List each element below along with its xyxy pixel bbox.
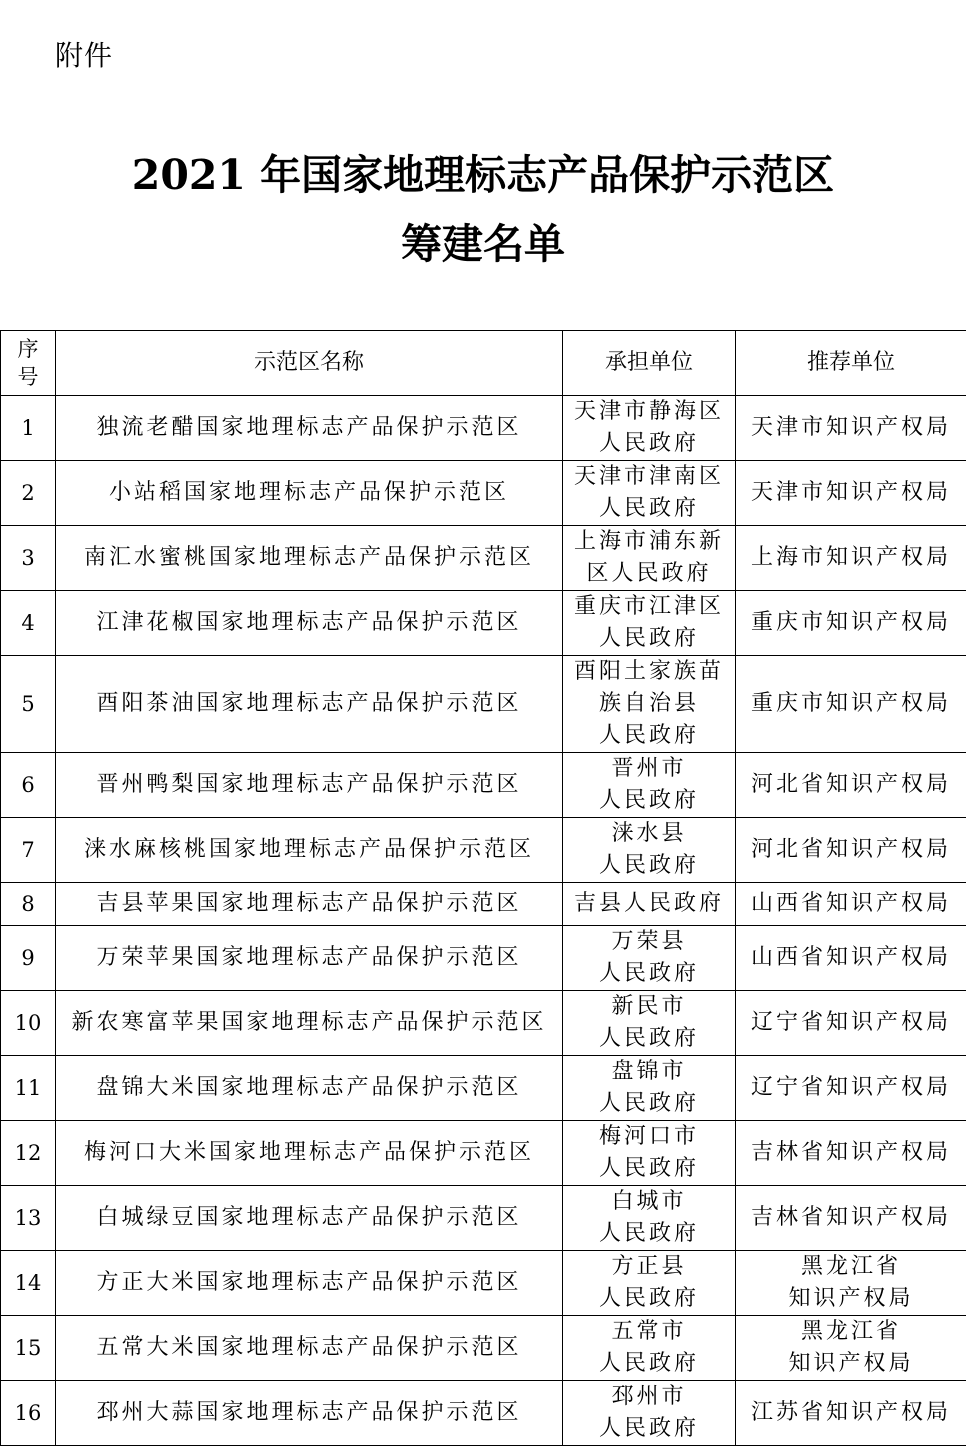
row-undertaking-unit xyxy=(563,883,736,926)
row-recommender xyxy=(736,1251,966,1316)
row-zone-name: 酉阳茶油国家地理标志产品保护示范区 xyxy=(56,656,563,753)
unit-line: 梅河口市 xyxy=(598,1124,699,1149)
row-recommender xyxy=(736,753,966,818)
row-undertaking-unit xyxy=(563,991,736,1056)
recommender-line: 河北省知识产权局 xyxy=(750,772,951,797)
recommender-line: 黑龙江省 xyxy=(800,1254,901,1279)
row-zone-name: 江津花椒国家地理标志产品保护示范区 xyxy=(56,591,563,656)
unit-line: 人民政府 xyxy=(598,431,699,456)
recommender-line: 上海市知识产权局 xyxy=(750,545,951,570)
unit-line: 白城市 xyxy=(611,1189,687,1214)
header-seq-line2: 号 xyxy=(17,365,39,389)
unit-line: 天津市津南区 xyxy=(573,464,724,489)
row-undertaking-unit xyxy=(563,1186,736,1251)
recommender-line: 辽宁省知识产权局 xyxy=(750,1010,951,1035)
row-zone-name: 独流老醋国家地理标志产品保护示范区 xyxy=(56,396,563,461)
header-seq xyxy=(1,331,56,396)
row-zone-name: 新农寒富苹果国家地理标志产品保护示范区 xyxy=(56,991,563,1056)
row-undertaking-unit xyxy=(563,1381,736,1446)
table-row xyxy=(1,461,966,526)
row-undertaking-unit xyxy=(563,591,736,656)
row-seq: 3 xyxy=(1,526,56,591)
recommender-line: 吉林省知识产权局 xyxy=(750,1205,951,1230)
table-row xyxy=(1,1251,966,1316)
row-undertaking-unit xyxy=(563,926,736,991)
table-body xyxy=(1,396,966,1446)
unit-line: 晋州市 xyxy=(611,756,687,781)
row-undertaking-unit xyxy=(563,396,736,461)
row-zone-name: 吉县苹果国家地理标志产品保护示范区 xyxy=(56,883,563,926)
table-header-row xyxy=(1,331,966,396)
row-recommender xyxy=(736,1121,966,1186)
row-recommender xyxy=(736,1381,966,1446)
recommender-line: 河北省知识产权局 xyxy=(750,837,951,862)
row-seq: 15 xyxy=(1,1316,56,1381)
unit-line: 方正县 xyxy=(611,1254,687,1279)
table-row xyxy=(1,1381,966,1446)
unit-line: 上海市浦东新 xyxy=(573,529,724,554)
unit-line: 天津市静海区 xyxy=(573,399,724,424)
unit-line: 涞水县 xyxy=(611,821,687,846)
row-zone-name: 晋州鸭梨国家地理标志产品保护示范区 xyxy=(56,753,563,818)
unit-line: 人民政府 xyxy=(598,1351,699,1376)
header-unit: 承担单位 xyxy=(563,331,736,396)
row-seq: 6 xyxy=(1,753,56,818)
unit-line: 人民政府 xyxy=(598,853,699,878)
unit-line: 人民政府 xyxy=(598,1416,699,1441)
table-row xyxy=(1,1056,966,1121)
table-row xyxy=(1,526,966,591)
table-row xyxy=(1,1186,966,1251)
row-undertaking-unit xyxy=(563,1056,736,1121)
table-row xyxy=(1,1316,966,1381)
unit-line: 人民政府 xyxy=(598,723,699,748)
row-seq: 10 xyxy=(1,991,56,1056)
table-row xyxy=(1,591,966,656)
row-zone-name: 白城绿豆国家地理标志产品保护示范区 xyxy=(56,1186,563,1251)
row-undertaking-unit xyxy=(563,526,736,591)
row-undertaking-unit xyxy=(563,1316,736,1381)
row-undertaking-unit xyxy=(563,753,736,818)
unit-line: 吉县人民政府 xyxy=(573,891,724,916)
recommender-line: 山西省知识产权局 xyxy=(750,891,951,916)
header-seq-line1: 序 xyxy=(17,337,39,361)
row-undertaking-unit xyxy=(563,1251,736,1316)
recommender-line: 黑龙江省 xyxy=(800,1319,901,1344)
recommender-line: 知识产权局 xyxy=(788,1286,914,1311)
unit-line: 人民政府 xyxy=(598,1221,699,1246)
row-recommender xyxy=(736,818,966,883)
table-row xyxy=(1,991,966,1056)
unit-line: 人民政府 xyxy=(598,1091,699,1116)
row-seq: 1 xyxy=(1,396,56,461)
unit-line: 人民政府 xyxy=(598,626,699,651)
row-recommender xyxy=(736,656,966,753)
row-recommender xyxy=(736,591,966,656)
row-seq: 11 xyxy=(1,1056,56,1121)
row-zone-name: 涞水麻核桃国家地理标志产品保护示范区 xyxy=(56,818,563,883)
row-recommender xyxy=(736,1056,966,1121)
row-seq: 9 xyxy=(1,926,56,991)
row-zone-name: 盘锦大米国家地理标志产品保护示范区 xyxy=(56,1056,563,1121)
row-seq: 13 xyxy=(1,1186,56,1251)
recommender-line: 重庆市知识产权局 xyxy=(750,610,951,635)
unit-line: 五常市 xyxy=(611,1319,687,1344)
row-recommender xyxy=(736,526,966,591)
attachment-label: 附件 xyxy=(55,39,114,72)
row-zone-name: 五常大米国家地理标志产品保护示范区 xyxy=(56,1316,563,1381)
table-row xyxy=(1,656,966,753)
row-recommender xyxy=(736,1186,966,1251)
unit-line: 人民政府 xyxy=(598,1286,699,1311)
unit-line: 族自治县 xyxy=(598,691,699,716)
row-undertaking-unit xyxy=(563,461,736,526)
table-row xyxy=(1,753,966,818)
recommender-line: 重庆市知识产权局 xyxy=(750,691,951,716)
row-zone-name: 邳州大蒜国家地理标志产品保护示范区 xyxy=(56,1381,563,1446)
table-row xyxy=(1,926,966,991)
row-zone-name: 梅河口大米国家地理标志产品保护示范区 xyxy=(56,1121,563,1186)
unit-line: 盘锦市 xyxy=(611,1059,687,1084)
row-seq: 12 xyxy=(1,1121,56,1186)
row-seq: 5 xyxy=(1,656,56,753)
row-zone-name: 南汇水蜜桃国家地理标志产品保护示范区 xyxy=(56,526,563,591)
unit-line: 人民政府 xyxy=(598,496,699,521)
document-title-line1: 2021 年国家地理标志产品保护示范区 xyxy=(131,151,835,199)
unit-line: 邳州市 xyxy=(611,1384,687,1409)
recommender-line: 知识产权局 xyxy=(788,1351,914,1376)
row-zone-name: 小站稻国家地理标志产品保护示范区 xyxy=(56,461,563,526)
row-seq: 2 xyxy=(1,461,56,526)
row-seq: 4 xyxy=(1,591,56,656)
table-row xyxy=(1,396,966,461)
unit-line: 人民政府 xyxy=(598,1026,699,1051)
table-row xyxy=(1,818,966,883)
row-undertaking-unit xyxy=(563,818,736,883)
unit-line: 酉阳土家族苗 xyxy=(573,659,724,684)
row-recommender xyxy=(736,991,966,1056)
row-seq: 14 xyxy=(1,1251,56,1316)
document-title-line2: 筹建名单 xyxy=(401,220,565,268)
row-zone-name: 万荣苹果国家地理标志产品保护示范区 xyxy=(56,926,563,991)
table-row xyxy=(1,1121,966,1186)
row-seq: 16 xyxy=(1,1381,56,1446)
header-recommender: 推荐单位 xyxy=(736,331,966,396)
recommender-line: 天津市知识产权局 xyxy=(750,480,951,505)
row-undertaking-unit xyxy=(563,656,736,753)
row-undertaking-unit xyxy=(563,1121,736,1186)
unit-line: 人民政府 xyxy=(598,788,699,813)
unit-line: 区人民政府 xyxy=(586,561,712,586)
unit-line: 重庆市江津区 xyxy=(573,594,724,619)
unit-line: 人民政府 xyxy=(598,961,699,986)
header-name: 示范区名称 xyxy=(56,331,563,396)
recommender-line: 山西省知识产权局 xyxy=(750,945,951,970)
row-recommender xyxy=(736,461,966,526)
recommender-line: 吉林省知识产权局 xyxy=(750,1140,951,1165)
row-recommender xyxy=(736,396,966,461)
table-row xyxy=(1,883,966,926)
row-zone-name: 方正大米国家地理标志产品保护示范区 xyxy=(56,1251,563,1316)
row-recommender xyxy=(736,926,966,991)
row-seq: 7 xyxy=(1,818,56,883)
unit-line: 新民市 xyxy=(611,994,687,1019)
unit-line: 万荣县 xyxy=(611,929,687,954)
row-recommender xyxy=(736,1316,966,1381)
demo-zone-table xyxy=(0,330,966,1446)
row-recommender xyxy=(736,883,966,926)
row-seq: 8 xyxy=(1,883,56,926)
recommender-line: 辽宁省知识产权局 xyxy=(750,1075,951,1100)
recommender-line: 江苏省知识产权局 xyxy=(750,1400,951,1425)
unit-line: 人民政府 xyxy=(598,1156,699,1181)
recommender-line: 天津市知识产权局 xyxy=(750,415,951,440)
